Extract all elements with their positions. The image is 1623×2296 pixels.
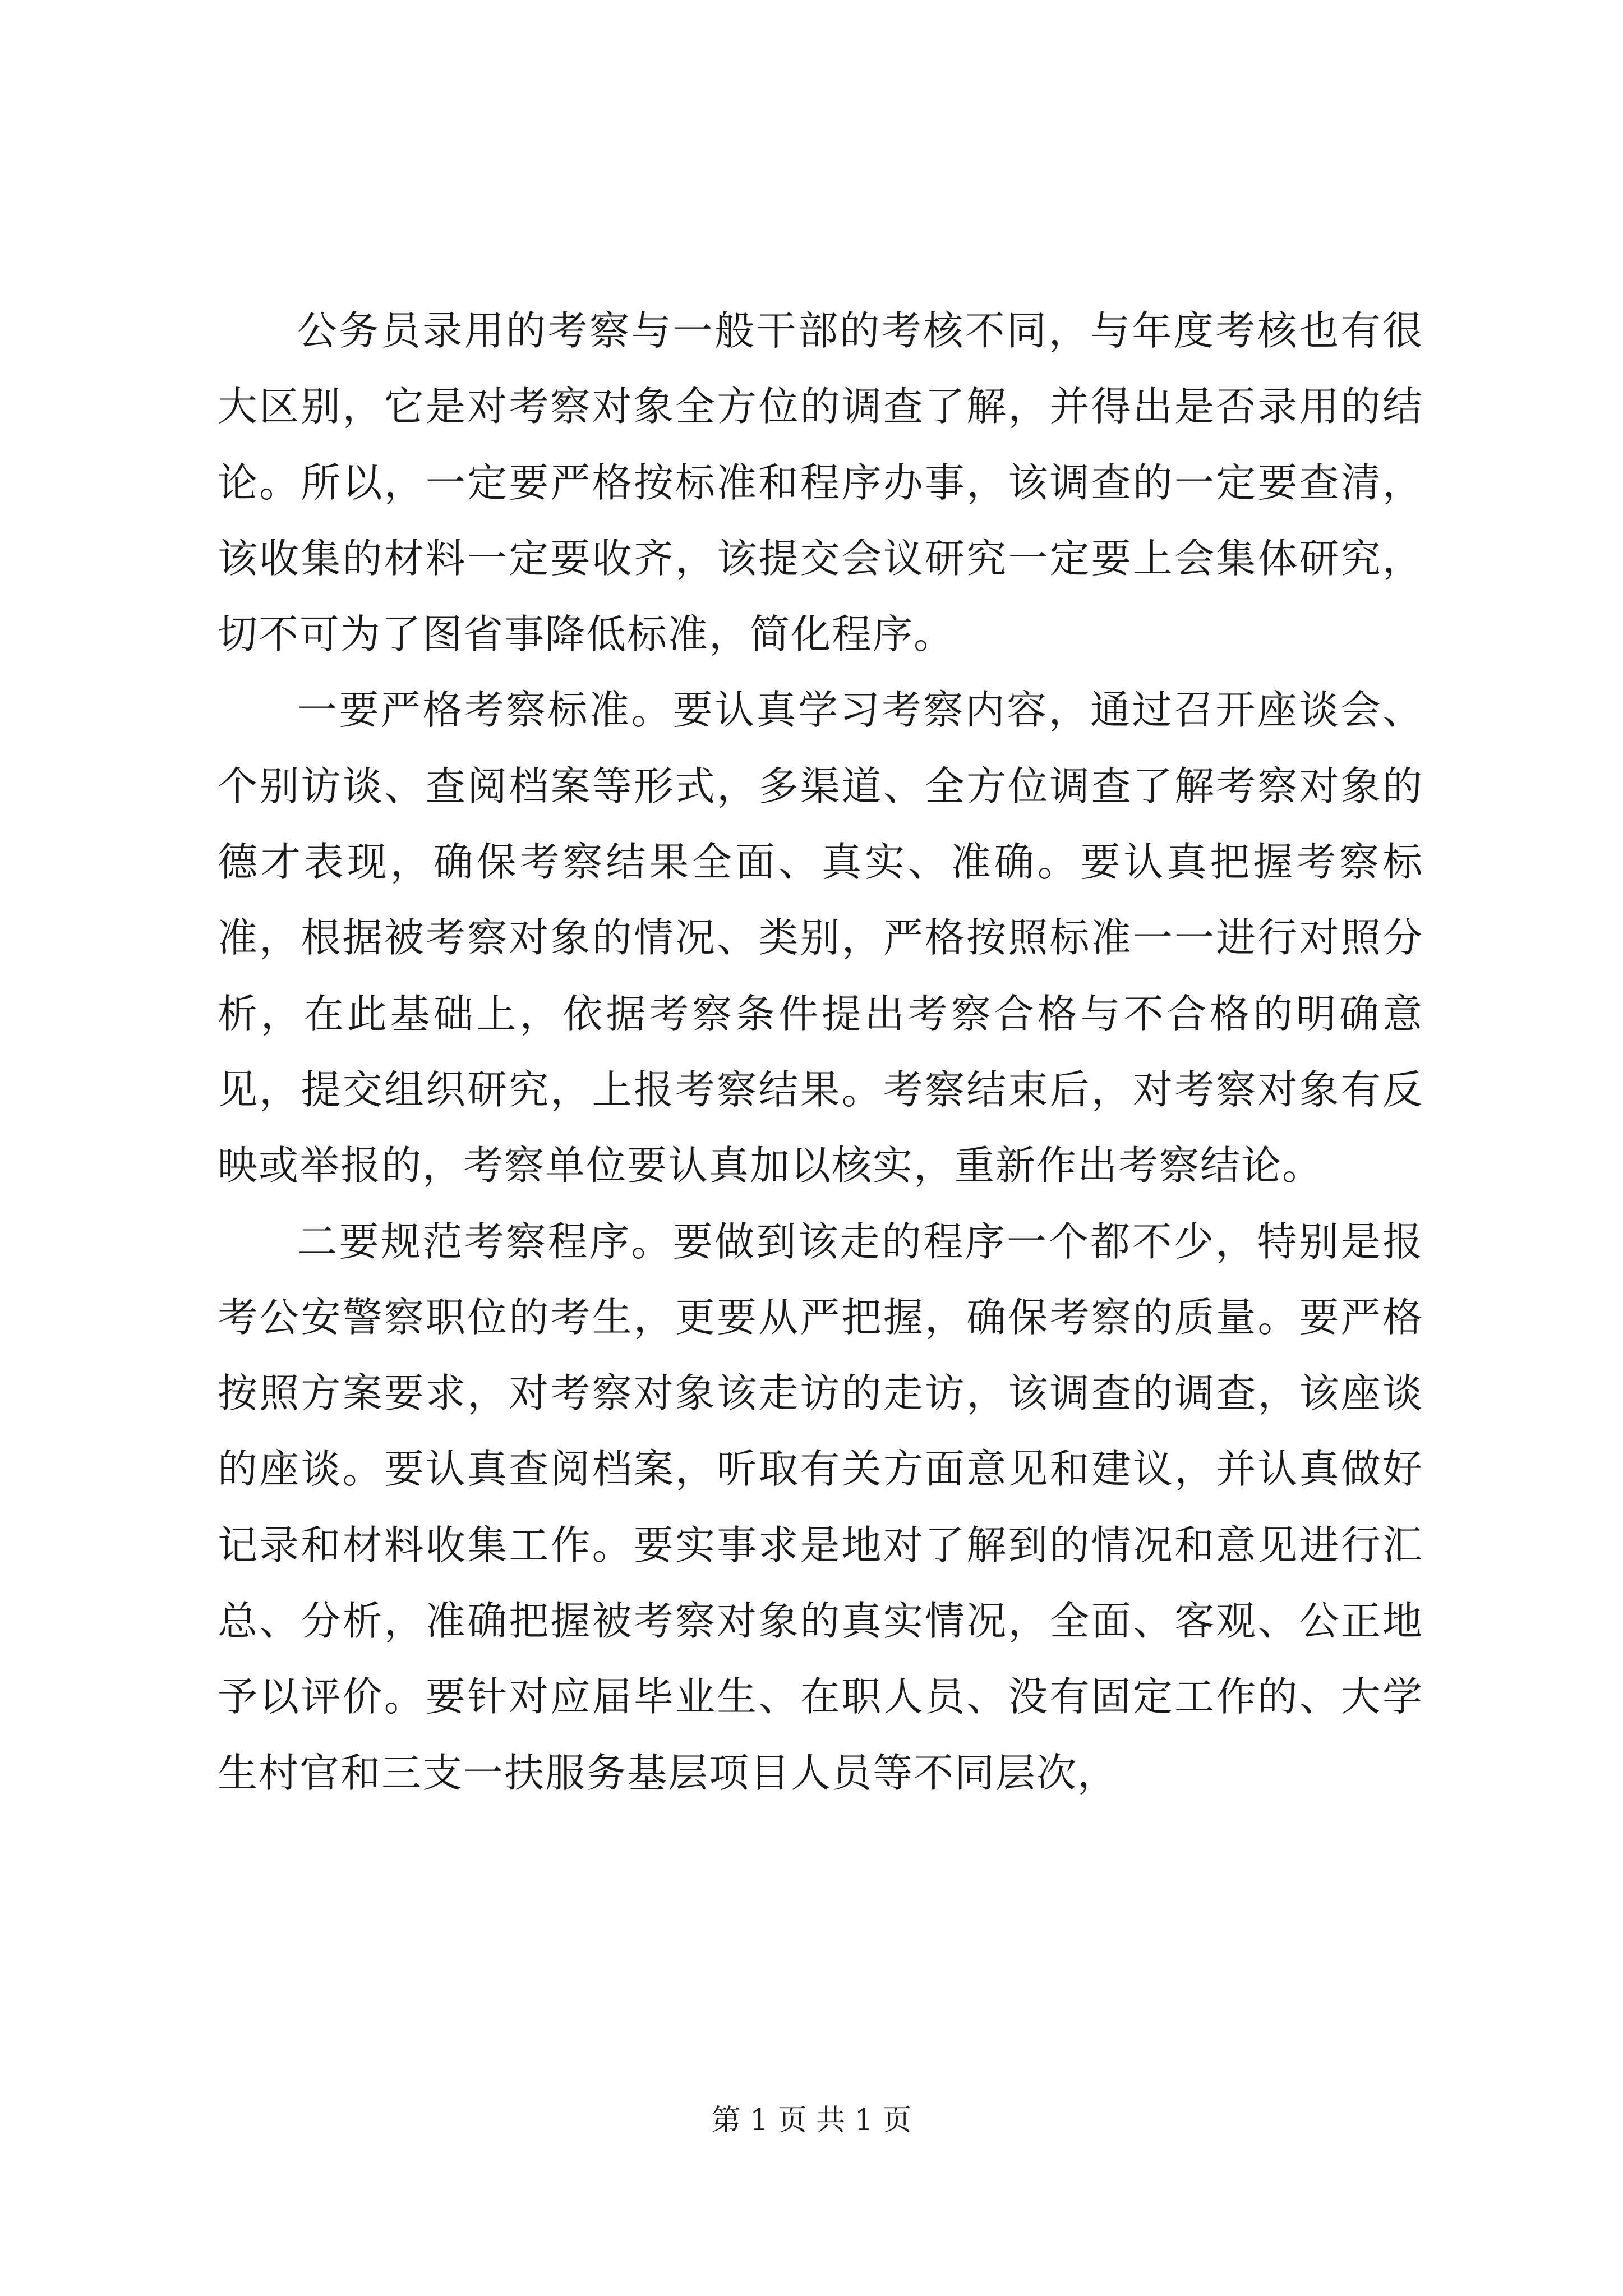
paragraph-intro: 公务员录用的考察与一般干部的考核不同，与年度考核也有很大区别，它是对考察对象全方位的调查了解，并得出是否录用的结论。所以，一定要严格按标准和程序办事，该调查的一定要查清，该收集的材料一定要收齐，该提交会议研究一定要上会集体研究，切不可为了图省事降低标准，简化程序。: [218, 307, 1423, 658]
page-number-label: 第 1 页 共 1 页: [711, 2104, 912, 2137]
document-body: [218, 293, 1423, 1811]
paragraph-procedures: 二要规范考察程序。要做到该走的程序一个都不少，特别是报考公安警察职位的考生，更要从严把握，确保考察的质量。要严格按照方案要求，对考察对象该走访的走访，该调查的调查，该座谈的座谈。要认真查阅档案，听取有关方面意见和建议，并认真做好记录和材料收集工作。要实事求是地对了解到的情况和意见进行汇总、分析，准确把握被考察对象的真实情况，全面、客观、公正地予以评价。要针对应届毕业生、在职人员、没有固定工作的、大学生村官和三支一扶服务基层项目人员等不同层次，: [218, 1218, 1423, 1796]
page-footer: [0, 2101, 1623, 2140]
paragraph-standards: 一要严格考察标准。要认真学习考察内容，通过召开座谈会、个别访谈、查阅档案等形式，多渠道、全方位调查了解考察对象的德才表现，确保考察结果全面、真实、准确。要认真把握考察标准，根据被考察对象的情况、类别，严格按照标准一一进行对照分析，在此基础上，依据考察条件提出考察合格与不合格的明确意见，提交组织研究，上报考察结果。考察结束后，对考察对象有反映或举报的，考察单位要认真加以核实，重新作出考察结论。: [218, 687, 1423, 1189]
